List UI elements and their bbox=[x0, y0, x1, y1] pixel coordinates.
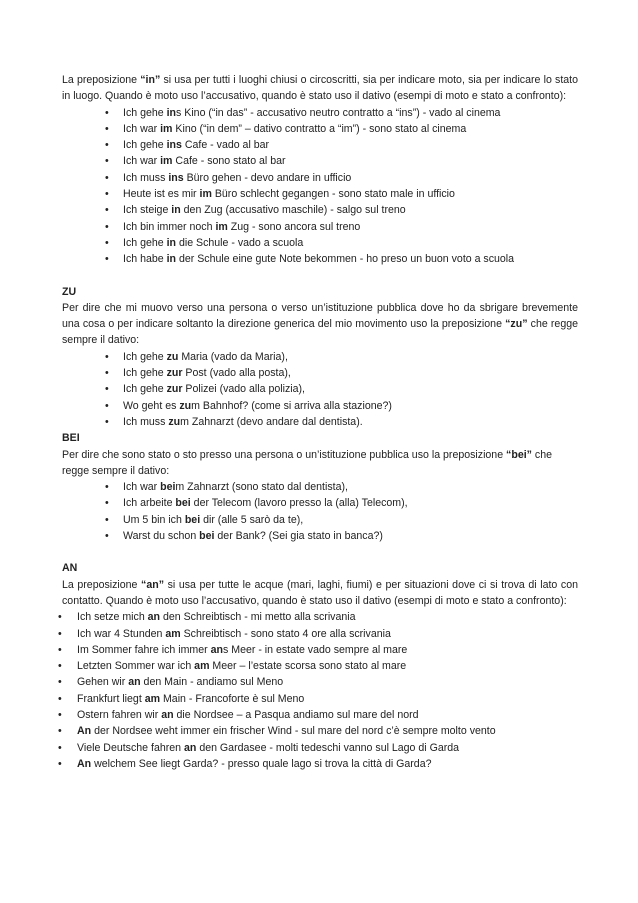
example-translation: Meer – l’estate scorsa sono stato al mare bbox=[209, 660, 407, 673]
preposition-highlight: zur bbox=[166, 383, 183, 396]
example-text: Ich gehe bbox=[123, 236, 167, 249]
example-translation: den Gardasee - molti tedeschi vanno sul Lago di Garda bbox=[196, 741, 460, 754]
list-item bbox=[62, 365, 578, 381]
example-text: Ich setze mich bbox=[77, 611, 148, 624]
preposition-highlight: zu bbox=[179, 399, 192, 412]
example-translation: Post (vado alla posta), bbox=[182, 367, 291, 380]
an-examples-list bbox=[62, 609, 578, 772]
preposition-highlight: an bbox=[184, 741, 197, 754]
list-item bbox=[62, 349, 578, 365]
example-text: Ich war bbox=[123, 155, 161, 168]
preposition-highlight: im bbox=[215, 220, 228, 233]
example-text: Um 5 bin ich bbox=[123, 513, 185, 526]
example-translation: s Kino (“in das” - accusativo neutro contratto a “ins”) - vado al cinema bbox=[176, 106, 501, 119]
list-item bbox=[62, 740, 578, 756]
example-translation: Zug - sono ancora sul treno bbox=[227, 220, 361, 233]
preposition-highlight: bei bbox=[184, 513, 201, 526]
example-translation: Büro schlecht gegangen - sono stato male in ufficio bbox=[211, 188, 455, 201]
list-item bbox=[62, 381, 578, 397]
preposition-highlight: zu bbox=[168, 415, 181, 428]
example-text: Viele Deutsche fahren bbox=[77, 741, 184, 754]
example-text: Ich muss bbox=[123, 415, 169, 428]
list-item bbox=[62, 170, 578, 186]
document-body bbox=[62, 72, 578, 772]
list-item bbox=[62, 202, 578, 218]
example-translation: m Zahnarzt (sono stato dal dentista), bbox=[175, 481, 348, 494]
example-translation: Cafe - sono stato al bar bbox=[172, 155, 286, 168]
an-keyword: “an” bbox=[141, 578, 165, 591]
example-translation: den Main - andiamo sul Meno bbox=[140, 676, 284, 689]
zu-intro-text-end: che regge sempre il dativo: bbox=[62, 318, 578, 347]
zu-intro-text: Per dire che mi muovo verso una persona o verso un’istituzione pubblica dove ho da sbrigare brevemente una cosa o per indicare soltanto la direzione generica del mio movimento uso la preposizione bbox=[62, 301, 578, 331]
preposition-highlight: An bbox=[77, 757, 92, 770]
example-text: Ich gehe bbox=[123, 139, 167, 152]
preposition-highlight: am bbox=[144, 692, 161, 705]
list-item bbox=[62, 609, 578, 625]
example-translation: welchem See liegt Garda? - presso quale lago si trova la città di Garda? bbox=[91, 757, 432, 770]
bei-intro-text: Per dire che sono stato o sto presso una persona o un’istituzione pubblica uso la preposizione bbox=[62, 448, 507, 461]
in-intro-text: La preposizione bbox=[62, 74, 141, 86]
preposition-highlight: ins bbox=[166, 139, 182, 152]
example-translation: Büro gehen - devo andare in ufficio bbox=[183, 171, 352, 184]
example-text: Ich muss bbox=[123, 171, 169, 184]
preposition-highlight: in bbox=[171, 204, 181, 217]
list-item bbox=[62, 658, 578, 674]
preposition-highlight: in bbox=[166, 253, 177, 266]
in-keyword: “in” bbox=[140, 74, 161, 86]
list-item bbox=[62, 235, 578, 251]
example-text: Ich war bbox=[123, 122, 161, 135]
example-translation: die Schule - vado a scuola bbox=[176, 236, 304, 249]
list-item bbox=[62, 756, 578, 772]
zu-intro bbox=[62, 300, 578, 349]
an-heading: AN bbox=[62, 562, 78, 575]
list-item bbox=[62, 626, 578, 642]
bei-keyword: “bei” bbox=[506, 448, 532, 461]
example-translation: m Zahnarzt (devo andare dal dentista). bbox=[180, 415, 363, 428]
preposition-highlight: bei bbox=[175, 497, 191, 510]
preposition-highlight: am bbox=[165, 627, 181, 640]
preposition-highlight: an bbox=[210, 643, 223, 656]
example-text: Frankfurt liegt bbox=[77, 692, 145, 705]
an-intro-text: La preposizione bbox=[62, 578, 142, 591]
example-text: Ich war bbox=[123, 481, 161, 494]
example-text: Ich gehe bbox=[123, 383, 167, 396]
bei-examples-list bbox=[62, 479, 578, 544]
example-translation: den Schreibtisch - mi metto alla scrivania bbox=[160, 611, 356, 624]
zu-keyword: “zu” bbox=[505, 318, 528, 331]
list-item bbox=[62, 528, 578, 544]
example-text: Warst du schon bbox=[123, 530, 200, 543]
an-intro bbox=[62, 577, 578, 610]
list-item bbox=[62, 512, 578, 528]
zu-examples-list bbox=[62, 349, 578, 430]
example-text: Ostern fahren wir bbox=[77, 708, 162, 721]
example-text: Ich gehe bbox=[123, 106, 167, 119]
list-item bbox=[62, 707, 578, 723]
bei-intro-text-end: che regge sempre il dativo: bbox=[62, 448, 552, 477]
example-text: Letzten Sommer war ich bbox=[77, 660, 195, 673]
example-translation: der Bank? (Sei gia stato in banca?) bbox=[214, 530, 383, 543]
example-text: Ich steige bbox=[123, 204, 172, 217]
list-item bbox=[62, 691, 578, 707]
example-translation: dir (alle 5 sarò da te), bbox=[200, 513, 304, 526]
in-examples-list bbox=[62, 105, 578, 268]
example-text: Im Sommer fahre ich immer bbox=[77, 643, 211, 656]
example-text: Ich arbeite bbox=[123, 497, 176, 510]
preposition-highlight: im bbox=[199, 188, 212, 201]
bei-heading: BEI bbox=[62, 432, 80, 445]
preposition-highlight: im bbox=[160, 155, 173, 168]
example-text: Ich gehe bbox=[123, 367, 167, 380]
example-translation: s Meer - in estate vado sempre al mare bbox=[223, 643, 408, 656]
list-item bbox=[62, 642, 578, 658]
example-text: Gehen wir bbox=[77, 676, 129, 689]
list-item bbox=[62, 105, 578, 121]
list-item bbox=[62, 674, 578, 690]
example-translation: der Schule eine gute Note bekommen - ho preso un buon voto a scuola bbox=[176, 253, 515, 266]
preposition-highlight: an bbox=[128, 676, 141, 689]
list-item bbox=[62, 414, 578, 430]
example-translation: der Nordsee weht immer ein frischer Wind - sul mare del nord c’è sempre molto vento bbox=[91, 725, 496, 738]
example-text: Ich bin immer noch bbox=[123, 220, 216, 233]
zu-heading: ZU bbox=[62, 285, 77, 298]
an-intro-text-end: si usa per tutte le acque (mari, laghi, fiumi) e per situazioni dove ci si trova di lato con contatto. Quando è moto uso l’accusativo, quando è stato uso il dativo (esempi di moto e stato a confronto): bbox=[62, 578, 578, 607]
example-translation: Kino (“in dem” – dativo contratto a “im”) - sono stato al cinema bbox=[172, 122, 467, 135]
list-item bbox=[62, 186, 578, 202]
example-translation: Main - Francoforte è sul Meno bbox=[160, 692, 305, 705]
preposition-highlight: ins bbox=[168, 171, 184, 184]
bei-intro bbox=[62, 447, 578, 480]
list-item bbox=[62, 723, 578, 739]
example-text: Wo geht es bbox=[123, 399, 180, 412]
preposition-highlight: an bbox=[147, 611, 161, 624]
list-item bbox=[62, 153, 578, 169]
preposition-highlight: zur bbox=[166, 367, 183, 380]
example-translation: Maria (vado da Maria), bbox=[178, 350, 288, 363]
preposition-highlight: in bbox=[166, 106, 177, 119]
list-item bbox=[62, 398, 578, 414]
list-item bbox=[62, 495, 578, 511]
preposition-highlight: zu bbox=[166, 350, 179, 363]
example-translation: Schreibtisch - sono stato 4 ore alla scrivania bbox=[180, 627, 391, 640]
list-item bbox=[62, 479, 578, 495]
in-intro-text-end: si usa per tutti i luoghi chiusi o circoscritti, sia per indicare moto, sia per indicare lo stato in luogo. Quando è moto uso l’accusativo, quando è stato uso il dativo (esempi di moto e stato a confronto): bbox=[62, 74, 578, 103]
preposition-highlight: im bbox=[160, 122, 173, 135]
example-translation: die Nordsee – a Pasqua andiamo sul mare del nord bbox=[173, 708, 419, 721]
example-text: Ich habe bbox=[123, 253, 167, 266]
preposition-highlight: an bbox=[161, 708, 174, 721]
example-translation: den Zug (accusativo maschile) - salgo sul treno bbox=[180, 204, 406, 217]
in-intro bbox=[62, 72, 578, 105]
preposition-highlight: An bbox=[77, 725, 92, 738]
example-translation: m Bahnhof? (come si arriva alla stazione?) bbox=[191, 399, 392, 412]
preposition-highlight: am bbox=[194, 660, 210, 673]
preposition-highlight: bei bbox=[160, 481, 176, 494]
example-translation: Polizei (vado alla polizia), bbox=[182, 383, 305, 396]
preposition-highlight: in bbox=[166, 236, 177, 249]
preposition-highlight: bei bbox=[199, 530, 215, 543]
list-item bbox=[62, 137, 578, 153]
example-translation: Cafe - vado al bar bbox=[181, 139, 270, 152]
example-translation: der Telecom (lavoro presso la (alla) Telecom), bbox=[190, 497, 408, 510]
example-text: Ich gehe bbox=[123, 350, 167, 363]
example-text: Heute ist es mir bbox=[123, 188, 200, 201]
example-text: Ich war 4 Stunden bbox=[77, 627, 166, 640]
list-item bbox=[62, 121, 578, 137]
list-item bbox=[62, 251, 578, 267]
list-item bbox=[62, 219, 578, 235]
